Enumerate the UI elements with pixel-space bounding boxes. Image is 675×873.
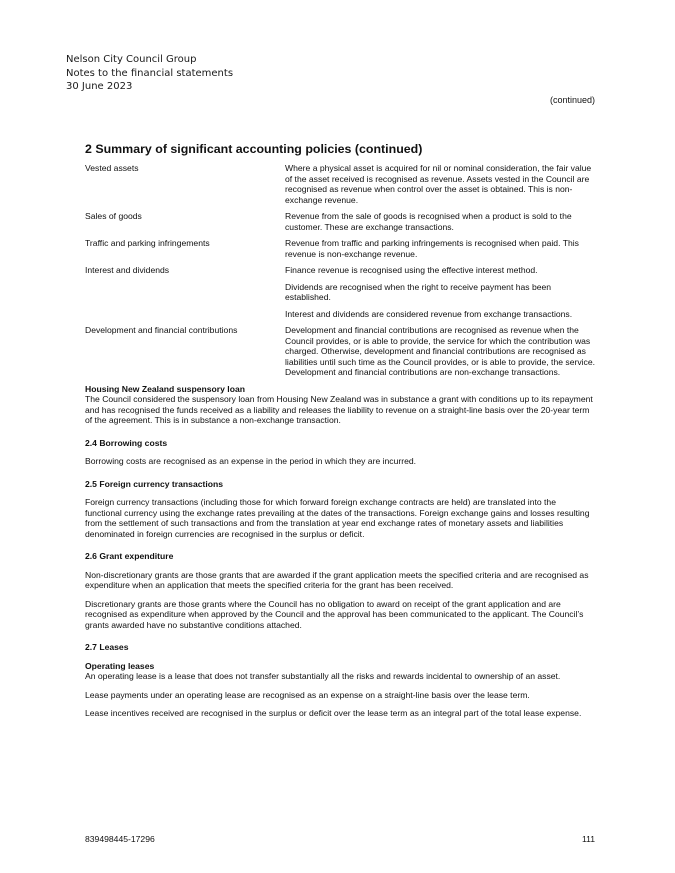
policy-row: [85, 265, 595, 319]
policy-description: [285, 325, 595, 378]
policy-paragraph: Finance revenue is recognised using the effective interest method.: [285, 265, 538, 275]
policy-name: Interest and dividends: [85, 265, 170, 275]
housing-loan-text: The Council considered the suspensory loan from Housing New Zealand was in substance a grant with conditions up to its repayment and has recognised the funds received as a liability and releases the liability to revenue on a straight-line basis over the 20-year term of the agreement. This is in substance a non-exchange transaction.: [85, 394, 593, 425]
document-id: 839498445-17296: [85, 834, 155, 844]
policy-paragraph: Where a physical asset is acquired for nil or nominal consideration, the fair value of the asset received is recognised as revenue. Assets vested in the Council are recognised as revenue when control over the asset is obtained. This is non-exchange revenue.: [285, 163, 592, 205]
grant-expenditure-text: Non-discretionary grants are those grants that are awarded if the grant application meets the specified criteria and are recognised as expenditure when an application that meets the specified criteria for the grant has been received.: [85, 569, 589, 590]
borrowing-costs-text: Borrowing costs are recognised as an expense in the period in which they are incurred.: [85, 456, 417, 466]
policy-table: [85, 163, 595, 378]
document-header: [66, 53, 233, 94]
policy-name: Development and financial contributions: [85, 325, 238, 335]
policy-description: [285, 238, 595, 259]
document-title: Notes to the financial statements: [66, 67, 234, 79]
grant-expenditure-heading: 2.6 Grant expenditure: [85, 551, 174, 561]
leases-text: Lease incentives received are recognised in the surplus or deficit over the lease term as an integral part of the total lease expense.: [85, 708, 582, 718]
policy-row: [85, 325, 595, 378]
policy-paragraph: Interest and dividends are considered revenue from exchange transactions.: [285, 308, 573, 319]
policy-paragraph: Revenue from the sale of goods is recognised when a product is sold to the customer. These are exchange transactions.: [285, 211, 572, 232]
policy-paragraph: Revenue from traffic and parking infringements is recognised when paid. This revenue is non-exchange revenue.: [285, 238, 579, 259]
continued-label: (continued): [549, 95, 595, 105]
main-content: [85, 142, 595, 727]
policy-name: Vested assets: [85, 163, 139, 173]
housing-loan-heading: Housing New Zealand suspensory loan: [85, 383, 245, 394]
policy-paragraph: Development and financial contributions are recognised as revenue when the Council provides, or is able to provide, the service for which the contribution was charged. Otherwise, development and financial contributions are recognised as liabilities until such time as the Council provides, or is able to provide, the service. Development and financial contributions are non-exchange transactions.: [285, 325, 596, 377]
policy-row: [85, 211, 595, 232]
section-title: 2 Summary of significant accounting policies (continued): [85, 142, 423, 156]
policy-paragraph: Dividends are recognised when the right to receive payment has been established.: [285, 281, 552, 302]
policy-description: [285, 211, 595, 232]
policy-name: Traffic and parking infringements: [85, 238, 210, 248]
foreign-currency-heading: 2.5 Foreign currency transactions: [85, 478, 224, 489]
grant-expenditure-text: Discretionary grants are those grants where the Council has no obligation to award on receipt of the grant application and are recognised as expenditure when approved by the Council and the approval has been communicated to the applicant. The Council’s grants awarded have no substantive conditions attached.: [85, 598, 584, 630]
borrowing-costs-heading: 2.4 Borrowing costs: [85, 437, 168, 448]
leases-text: Lease payments under an operating lease are recognised as an expense on a straight-line basis over the lease term.: [85, 689, 530, 700]
organisation-name: Nelson City Council Group: [66, 54, 197, 65]
operating-leases-heading: Operating leases: [85, 660, 155, 671]
policy-description: [285, 265, 595, 319]
leases-heading: 2.7 Leases: [85, 642, 129, 652]
policy-name: Sales of goods: [85, 211, 142, 221]
policy-description: [285, 163, 595, 205]
leases-text: An operating lease is a lease that does not transfer substantially all the risks and rewards incidental to ownership of an asset.: [85, 671, 561, 681]
foreign-currency-text: Foreign currency transactions (including those for which forward foreign exchange contracts are held) are translated into the functional currency using the exchange rates prevailing at the dates of the transactions. Foreign exchange gains and losses resulting from the settlement of such transactions and from the translation at year end exchange rates of monetary assets and liabilities denominated in foreign currencies are recognised in the surplus or deficit.: [85, 497, 590, 539]
page-number: 111: [581, 834, 595, 844]
policy-row: [85, 238, 595, 259]
policy-row: [85, 163, 595, 205]
report-date: 30 June 2023: [66, 81, 133, 92]
